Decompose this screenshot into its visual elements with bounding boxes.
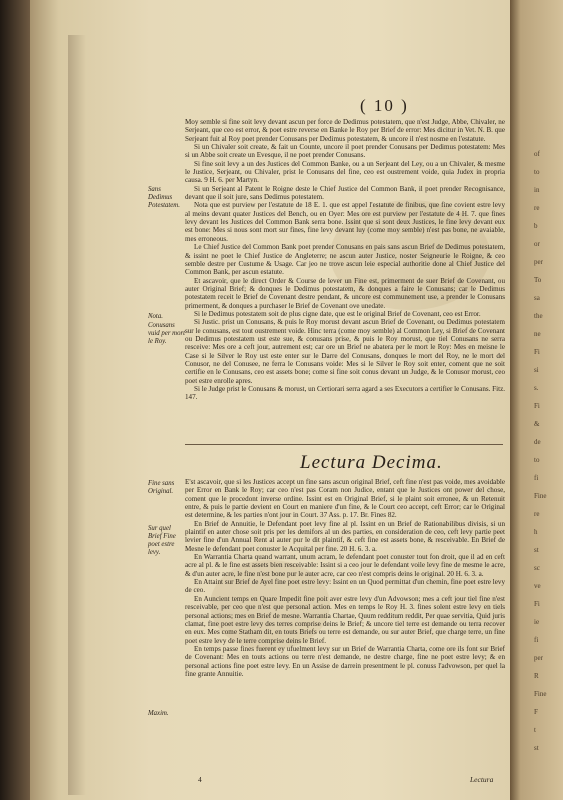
margin-note: Sur quel Brief Fine poet estre levy. xyxy=(148,525,176,556)
paragraph: Si le Judge prist le Conusans & morust, un Certiorari serra agard a ses Executors a certifier le Conusans. Fitz. 147. xyxy=(185,385,505,402)
edge-word: Fi xyxy=(534,402,540,410)
section-title: Lectura Decima. xyxy=(300,452,443,473)
edge-word: of xyxy=(534,150,540,158)
margin-note: Conusans vuid per mort le Roy. xyxy=(148,322,186,345)
paragraph: Moy semble si fine soit levy devant ascun per force de Dedimus potestatem, que n'est Judge, Abbe, Chivaler, ne Serjeant, que ceo est error, & poet estre reverse en Banke le Roy per Brief de error: Mes dicitur in Vet. N. B. que Serjeant fuit al Roy poet prender Conusans per Dedimus potestatem, & uncore il n'est nosme en l'estatute. xyxy=(185,118,505,143)
edge-word: sa xyxy=(534,294,540,302)
edge-word: or xyxy=(534,240,540,248)
paragraph: Si le Dedimus potestatem soit de plus cigne date, que est le original Brief de Covenant, ceo est Error. xyxy=(194,309,481,318)
edge-word: sc xyxy=(534,564,540,572)
edge-word: R xyxy=(534,672,539,680)
paragraph: E'st ascavoir, que si les Justices accept un fine sans ascun original Brief, ceft fine n'est pas voide, mes avoidable per Error en Bank le Roy; car ceo n'est pas Coram non Judice, entant que le Justices ont power del chose, coment que le procedont inverse ordine. Issint est en Original Brief, si le plaint soit erronee, & un Retenuit entre, & puis le partie devient en Court en maniere d'un fine, & le Court ceo accept, ceft Error; car le Original est determine, & les parties n'ont jour in Court. 37 Ass. p. 17. Br. Fines 82. xyxy=(185,478,505,520)
paragraph: Si Justic. prist un Conusans, & puis le Roy morust devant ascun Brief de Covenant, ou Dedimus potestatem sur le conusans, est tout oustrement voide. Hinc terra (come moy semble) al Common Ley, si Brief de Covenant ou Dedimus potestatem ust este sue, & conusans prise, & puis le Roy morust, que tiel Conusans ne serra resceive: Mes ore a ceft jour, autrement est; car ore un Brief ne abatera per le mort le Roy: Mes en meisne le Case si le Silver le Roy ust este enter sur le Darre del Conusans, donques le mort del Roy, ne le mort del Conusor, ne del Conusee, ne ferra le Conusans voide: Mes si le Silver le Roy soit enter, coment que ne soit certifie en le Conusans, ceo est assets bone; come si fine soit conus devant un Judge, & le Conusor morust, ceo poet estre enrolle apres. xyxy=(185,318,505,385)
edge-word: b xyxy=(534,222,538,230)
paragraph: Et ascavoir, que le direct Order & Course de lever un Fine est, primerment de suer Brief de Covenant, ou auter Original Brief; & donques le Dedimus potestatem, & donques a faire le Conusans; car le Dedimus potestatem receit le Brief de Covenant destre pendant, & uncore est communement use, a prender le Conusans primerment, & donques a purchaser le Brief de Covenant ove unedate. xyxy=(185,276,505,310)
edge-word: st xyxy=(534,744,539,752)
edge-word: Fi xyxy=(534,600,540,608)
edge-word: F xyxy=(534,708,538,716)
margin-note: Fine sans Original. xyxy=(148,480,175,495)
catchword: Lectura xyxy=(470,775,494,784)
margin-note: Sans Dedimus Potestatem. xyxy=(148,186,180,209)
paragraph: En Auncient temps en Quare Impedit fine poit aver estre levy d'un Advowson; mes a ceft jour tiel fine n'est resceivable, per ceo que n'est que personal action. Mes en temps le Roy H. 3. fines solent estre levy en tiels personal actions; mes en Brief de mesne. Warrantia Chartae, Quum redditum reddit, Per quae servitia, Quid juris clamat, fine poet estre levy des terres comprise deins le Brief; & uncore tiel terre est demande ou terra recover en eux. Mes come Statham dit, en touts Briefs ou terre est demande, ou sur auter Brief, que charge terre, un fine poet estre levy de le terre comprise deins le Brief. xyxy=(185,594,505,645)
edge-word: h xyxy=(534,528,538,536)
text-block-top xyxy=(185,118,505,402)
paragraph: Si un Serjeant al Patent le Roigne deste le Chief Justice del Common Bank, il poet prender Recognisance, devant que il soit jure, sans Dedimus potestatem. xyxy=(185,184,505,202)
book-spine xyxy=(0,0,30,800)
edge-word: re xyxy=(534,510,540,518)
edge-word: in xyxy=(534,186,540,194)
edge-word: t xyxy=(534,726,536,734)
edge-word: & xyxy=(534,420,540,428)
edge-word: fi xyxy=(534,474,539,482)
paragraph: En temps passe fines fuerent ey ufuelment levy sur un Brief de Warrantia Charta, come ore ils font sur Brief de Covenant: Mes en touts actions ou terre n'est demande, ne destre charge, fine ne poet estre levy; & en personal actions fine poet estre levy. En un Assise de darrein presentment le pl. conuss l'advowson, per quel la fine grante Annuitie. xyxy=(185,644,505,678)
paragraph: Si un Chivaler soit create, & fait un Counte, uncore il poet prender Conusans per Dedimus potestatem: Mes si un Abbe soit create un Evesque, il ne poet prender Conusans. xyxy=(185,143,505,160)
paragraph: Nota que est purview per l'estatute de 18 E. 1. que est appel l'estatute de finibus, que fine covient estre levy al meins devant quater Justices del Bench, ou en Oyer: Mes ore est purview per l'estatute de 4 H. 7. que fines levy devant les Justices del Common Bank serra bone. Issint que si sont deux Justices, le fine levy devant eux est bone: Mes si nous sont mort sur fines, fine levy devant luy (come moy semble) n'est pas bone, ne avaiable, mes erroneous. xyxy=(185,201,505,243)
edge-word: To xyxy=(534,276,542,284)
edge-word: per xyxy=(534,258,543,266)
margin-note: Maxim. xyxy=(148,710,169,717)
paragraph: En Warrantia Charta quand warrant, unum acram, le defendant poet conuster tout fon droit, que il ad en ceft acre al pl. & le fine est assets bien resceivable: Issint si a ceo jour le defendant voile levy fine de mesme le acre, & d'un auter acre, le fine n'est bone pur le auter acre, car ceo n'est compris deins le original. 20 H. 6. 3. a. xyxy=(185,553,505,578)
edge-word: Fi xyxy=(534,348,540,356)
edge-word: re xyxy=(534,204,540,212)
edge-word: Fine xyxy=(534,690,547,698)
edge-word: per xyxy=(534,654,543,662)
paragraph: En Brief de Annuitie, le Defendant poet levy fine al pl. Issint en un Brief de Rationabilibus divisis, si un plaintif en auter chose soit pris per les demifors al un des parties, en consideration de ceo, ceft levy partie peet levier fine d'un Annual Rent al auter pur le dit plaintif, & ceft fine est assets bone, & resceivable. En Brief de Mesne le defendant poet conuster le Acquital per fine. 20 H. 6. 3. a. xyxy=(185,519,505,553)
signature-mark: 4 xyxy=(198,775,202,784)
edge-word: fi xyxy=(534,636,539,644)
paragraph: En Attaint sur Brief de Ayel fine poet estre levy: Issint en un Quod permittat d'un chemin, fine poet estre levy de ceo. xyxy=(185,578,505,595)
paragraph: Le Chief Justice del Common Bank poet prender Conusans en pais sans ascun Brief de Dedimus potestatem, & issint ne poet le Chief Justice de Angleterre; ne ascun auter Justice, noster Seigneurie le Roigne, & ceo semble destre per Custume & Usage. Car jeo ne trove ascun leie especial authoritie done al Chief Justice del Common Bank, per ascun estatute. xyxy=(185,243,505,277)
text-block-bottom xyxy=(185,478,505,678)
section-rule xyxy=(185,444,503,445)
paragraph: Si fine soit levy a un des Justices del Common Banke, ou a un Serjeant del Ley, ou a un Chivaler, & mesme le Justice, Serjeant, ou Chivaler, prist le Conusans del fine, ceo est oustrement voide, quia Judex in propria causa. 9 H. 6. per Martyn. xyxy=(185,159,505,185)
edge-word: ve xyxy=(534,582,541,590)
edge-word: the xyxy=(534,312,543,320)
edge-word: to xyxy=(534,168,540,176)
book-page xyxy=(30,0,510,800)
edge-word: s. xyxy=(534,384,539,392)
edge-word: si xyxy=(534,366,539,374)
edge-word: to xyxy=(534,456,540,464)
edge-word: st xyxy=(534,546,539,554)
edge-word: ie xyxy=(534,618,540,626)
edge-word: ne xyxy=(534,330,541,338)
adjacent-page-edge xyxy=(510,0,563,800)
edge-word: de xyxy=(534,438,541,446)
edge-word: Fine xyxy=(534,492,547,500)
margin-note: Nota. xyxy=(148,313,163,320)
page-number: ( 10 ) xyxy=(360,96,409,115)
